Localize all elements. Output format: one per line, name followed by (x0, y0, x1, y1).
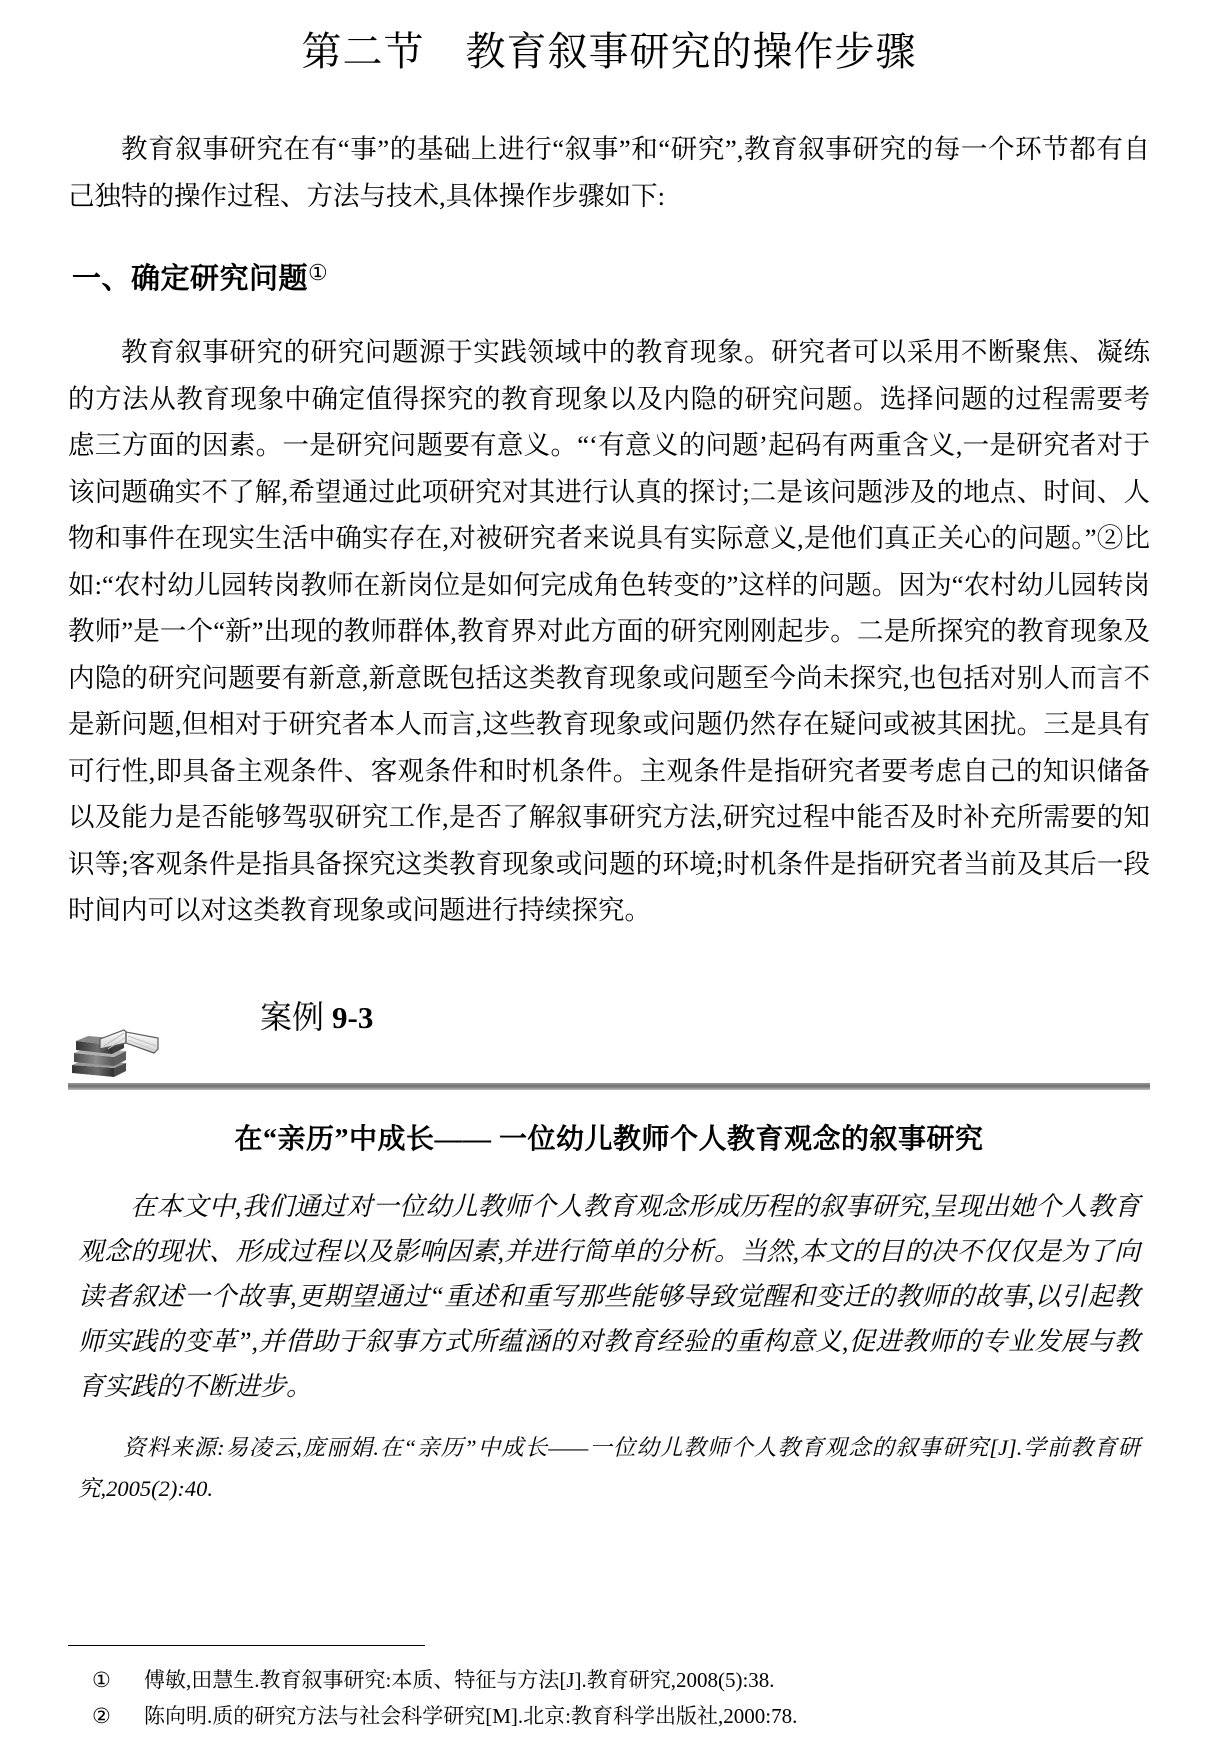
stacked-books-icon (70, 1019, 166, 1077)
case-title: 在“亲历”中成长—— 一位幼儿教师个人教育观念的叙事研究 (234, 1123, 984, 1155)
case-number: 9-3 (332, 999, 374, 1035)
section-heading-text: 一、确定研究问题 (72, 263, 309, 295)
footnote-marker-1: ① (308, 260, 329, 285)
case-block (68, 960, 1150, 1509)
footnote-text: 傅敏,田慧生.教育叙事研究:本质、特征与方法[J].教育研究,2008(5):38. (144, 1668, 775, 1692)
footnote-marker: ② (92, 1704, 111, 1728)
section-body-paragraph: 教育叙事研究的研究问题源于实践领域中的教育现象。研究者可以采用不断聚焦、凝练的方法从教育现象中确定值得探究的教育现象以及内隐的研究问题。选择问题的过程需要考虑三方面的因素。一是研究问题要有意义。“‘有意义的问题’起码有两重含义,一是研究者对于该问题确实不了解,希望通过此项研究对其进行认真的探讨;二是该问题涉及的地点、时间、人物和事件在现实生活中确实存在,对被研究者来说具有实际意义,是他们真正关心的问题。”②比如:“农村幼儿园转岗教师在新岗位是如何完成角色转变的”这样的问题。因为“农村幼儿园转岗教师”是一个“新”出现的教师群体,教育界对此方面的研究刚刚起步。二是所探究的教育现象及内隐的研究问题要有新意,新意既包括这类教育现象或问题至今尚未探究,也包括对别人而言不是新问题,但相对于研究者本人而言,这些教育现象或问题仍然存在疑问或被其困扰。三是具有可行性,即具备主观条件、客观条件和时机条件。主观条件是指研究者要考虑自己的知识储备以及能力是否能够驾驭研究工作,是否了解叙事研究方法,研究过程中能否及时补充所需要的知识等;客观条件是指具备探究这类教育现象或问题的环境;时机条件是指研究者当前及其后一段时间内可以对这类教育现象或问题进行持续探究。 (68, 337, 1150, 925)
section-heading (68, 253, 1150, 299)
page-title: 第二节 教育叙事研究的操作步骤 (301, 29, 917, 74)
footnote-area (68, 1645, 1150, 1734)
case-header (68, 960, 1150, 1077)
case-label (180, 960, 373, 1077)
case-body-paragraph: 在本文中,我们通过对一位幼儿教师个人教育观念形成历程的叙事研究,呈现出她个人教育观念的现状、形成过程以及影响因素,并进行简单的分析。当然,本文的目的决不仅仅是为了向读者叙述一个故事,更期望通过“重述和重写那些能够导致觉醒和变迁的教师的故事,以引起教师实践的变革”,并借助于叙事方式所蕴涵的对教育经验的重构意义,促进教师的专业发展与教育实践的不断进步。 (78, 1191, 1140, 1401)
footnote-item (68, 1662, 1150, 1698)
footnote-item (68, 1698, 1150, 1734)
intro-paragraph: 教育叙事研究在有“事”的基础上进行“叙事”和“研究”,教育叙事研究的每一个环节都有自己独特的操作过程、方法与技术,具体操作步骤如下: (68, 134, 1150, 211)
footnote-marker: ① (92, 1668, 111, 1692)
footnote-text: 陈向明.质的研究方法与社会科学研究[M].北京:教育科学出版社,2000:78. (144, 1704, 798, 1728)
case-divider-rule (68, 1083, 1150, 1090)
case-label-prefix: 案例 (260, 998, 333, 1035)
footnote-separator (68, 1645, 425, 1646)
case-source-line: 资料来源:易凌云,庞丽娟.在“亲历”中成长——一位幼儿教师个人教育观念的叙事研究[J].学前教育研究,2005(2):40. (78, 1434, 1140, 1501)
